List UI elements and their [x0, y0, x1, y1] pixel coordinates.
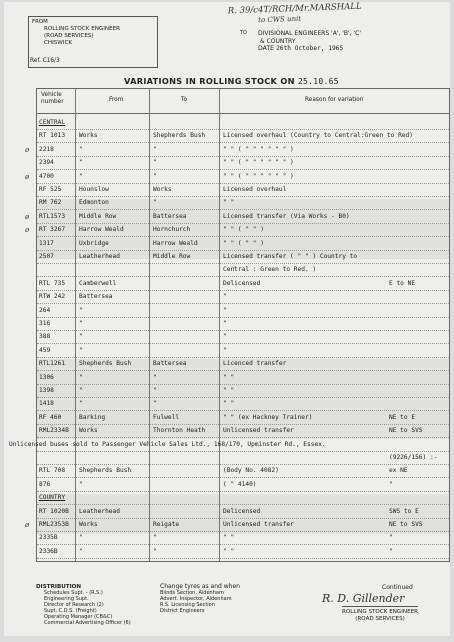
to-cell: ": [153, 387, 157, 394]
reason-code-cell: ": [389, 480, 393, 488]
reason-cell: " " ( " " " " " " ): [223, 159, 294, 167]
reason-cell: ": [223, 293, 227, 301]
vehicle-number: 2507: [39, 253, 54, 260]
from-cell: ": [79, 387, 83, 394]
reason-cell: Licenced transfer: [223, 360, 287, 368]
vehicle-number: RT 1013: [39, 132, 66, 140]
from-cell: Shepherds Bush: [79, 360, 132, 368]
vehicle-number: 388: [39, 333, 51, 341]
from-cell: Uxbridge: [79, 239, 109, 247]
from-cell: Leatherhead: [79, 507, 120, 515]
table-row: [9, 439, 449, 451]
to-cell: Battersea: [153, 360, 187, 368]
table-row: [37, 278, 449, 290]
from-cell: Leatherhead: [79, 253, 120, 260]
table-row: [25, 144, 449, 156]
table-row: [37, 385, 449, 397]
table-row: [37, 318, 449, 330]
to-cell: Fulwell: [153, 413, 180, 421]
reason-cell: " ": [223, 199, 235, 207]
reason-cell: ( " 4140): [223, 480, 257, 488]
reason-cell: Licensed transfer ( " " ) Country to: [223, 253, 358, 260]
col-from: From: [109, 97, 124, 103]
from-cell: Works: [79, 521, 98, 528]
table-row: [37, 506, 449, 518]
to-cell: Harrow Weald: [153, 239, 198, 247]
reason-cell: " " ( " " " " " " ): [223, 172, 294, 180]
handwritten-tick: ø: [25, 521, 30, 529]
reason-cell: Unlicensed transfer: [223, 521, 294, 528]
reason-code-cell: ": [389, 534, 393, 542]
table-row: [37, 291, 449, 303]
from-cell: ": [79, 480, 83, 488]
reason-code-cell: E to NE: [389, 279, 416, 287]
reason-cell: Unlicensed transfer: [223, 427, 294, 435]
table-row: [37, 532, 449, 544]
from-cell: ": [79, 534, 83, 542]
to-cell: Battersea: [153, 212, 187, 220]
handwritten-annotation: R. 39/c4T/RCH/Mr.MARSHALL to CWS unit: [227, 1, 362, 25]
variations-table: [9, 88, 450, 562]
reason-code-cell: SWS to E: [389, 507, 419, 515]
reason-code-cell: NE to E: [389, 413, 416, 421]
reason-cell: Central : Green to Red. ): [223, 266, 317, 274]
reason-code-cell: (9226/156) :-: [389, 454, 438, 461]
from-cell: ": [79, 159, 83, 167]
reason-cell: Licensed overhaul: [223, 186, 287, 193]
to-line-2: & COUNTRY: [260, 37, 296, 45]
table-row: [37, 331, 449, 343]
reason-cell: " ": [223, 400, 235, 408]
from-cell: ": [79, 547, 83, 555]
reason-code-cell: ex NE: [389, 467, 408, 475]
from-cell: Works: [79, 427, 98, 435]
reason-cell: Licensed overhaul (Country to Central:Green to Red): [223, 132, 413, 140]
from-cell: Shepherds Bush: [79, 467, 132, 475]
from-cell: ": [79, 145, 83, 153]
reason-cell: " " ( " " ): [223, 239, 264, 247]
to-label: TO: [240, 30, 247, 36]
change-note: Change tyres as and when Blinds Section, Aldenham Advert. Inspector, Aldenham R.S. Licensing Section District Engineers: [160, 583, 240, 614]
vehicle-number: 876: [39, 480, 51, 488]
table-header: [37, 89, 449, 114]
reason-cell: " ": [223, 547, 235, 555]
handwritten-tick: ø: [25, 226, 30, 235]
vehicle-number: 2335B: [39, 534, 58, 542]
table-row: [25, 224, 449, 236]
from-cell: ": [79, 346, 83, 354]
date-value: 26th October, 1965: [276, 45, 344, 52]
from-cell: Works: [79, 132, 98, 140]
to-cell: Hornchurch: [153, 226, 191, 234]
from-cell: ": [79, 320, 83, 327]
vehicle-number: 459: [39, 346, 51, 354]
vehicle-number: 4700: [39, 172, 54, 180]
to-cell: ": [153, 199, 157, 207]
from-cell: Edmonton: [79, 199, 109, 207]
to-cell: ": [153, 145, 157, 153]
to-cell: ": [153, 400, 157, 408]
date-line: DATE 26th October, 1965: [258, 45, 344, 52]
vehicle-number: RF 525: [39, 186, 62, 193]
table-row: [37, 492, 449, 504]
vehicle-number: 1317: [39, 239, 54, 247]
distribution-list: DISTRIBUTION Schedules Supt. - (R.S.) Engineering Supt. Director of Research (2) Supt. C.D.S. (Freight) Operating Manager (CB&C) Commercial Advertising Officer (6): [36, 584, 131, 626]
table-row: [37, 117, 449, 129]
vehicle-number: 2336B: [39, 547, 58, 555]
reference: Ref. C16/3: [30, 58, 60, 64]
section-heading: CENTRAL: [39, 119, 66, 126]
handwritten-tick: ø: [25, 212, 30, 221]
continued-label: Continued: [382, 584, 413, 591]
table-row: [37, 184, 449, 196]
from-cell: Barking: [79, 413, 106, 421]
handwritten-tick: ø: [25, 145, 30, 154]
vehicle-number: RML2353B: [39, 521, 69, 528]
table-row: [37, 465, 449, 477]
table-row: [37, 238, 449, 250]
from-label: FROM: [32, 19, 48, 25]
vehicle-number: 1398: [39, 387, 54, 394]
reason-cell: " " (ex Hackney Trainer): [223, 413, 313, 421]
to-cell: ": [153, 373, 157, 381]
vehicle-number: RT 1020B: [39, 507, 69, 515]
table-row: [37, 157, 449, 169]
from-cell: Hounslow: [79, 186, 109, 193]
reason-cell: ": [223, 320, 227, 327]
to-cell: ": [153, 547, 157, 555]
reason-cell: Delicensed: [223, 279, 261, 287]
vehicle-number: RTL 735: [39, 279, 66, 287]
from-cell: ": [79, 172, 83, 180]
to-cell: Middle Row: [153, 253, 191, 260]
vehicle-number: RTL1573: [39, 212, 66, 220]
from-line-1: ROLLING STOCK ENGINEER: [44, 26, 121, 32]
reason-cell: Delicensed: [223, 507, 261, 515]
vehicle-number: RT 3267: [39, 226, 66, 234]
vehicle-number: 2218: [39, 145, 54, 153]
to-block: [240, 30, 361, 53]
table-row: [25, 519, 449, 531]
table-row: [37, 452, 449, 464]
col-vehicle: Vehicle number: [41, 92, 64, 105]
table-row: [37, 546, 449, 558]
from-cell: Battersea: [79, 293, 113, 301]
page-title: VARIATIONS IN ROLLING STOCK ON 25.10.65: [124, 76, 339, 86]
vehicle-number: 316: [39, 320, 51, 327]
to-line-1: DIVISIONAL ENGINEERS 'A', 'B', 'C': [258, 30, 361, 37]
reason-code-cell: ": [389, 547, 393, 555]
table-row: [37, 372, 449, 384]
table-row: [37, 479, 449, 491]
reason-cell: " ": [223, 534, 235, 542]
to-cell: Works: [153, 186, 172, 193]
table-row: [37, 251, 449, 263]
from-line-3: CHISWICK: [44, 40, 73, 46]
from-line-2: (ROAD SERVICES): [44, 33, 94, 39]
table-row: [25, 211, 449, 223]
table-row: [25, 171, 449, 183]
to-cell: ": [153, 159, 157, 167]
note-row-text: Unlicensed buses sold to Passenger Vehicle Sales Ltd., 168/170, Upminster Rd., Essex.: [9, 440, 326, 448]
row-rule: [37, 558, 449, 559]
footer: [4, 580, 450, 636]
table-row: [37, 345, 449, 357]
table-row: [37, 264, 449, 276]
reason-cell: " ": [223, 373, 235, 381]
col-reason: Reason for variation: [305, 97, 364, 103]
reason-cell: (Body No. 4082): [223, 467, 279, 475]
to-cell: Reigate: [153, 521, 180, 528]
reason-cell: Licensed transfer (Via Works - B0): [223, 212, 350, 220]
table-row: [37, 425, 449, 437]
reason-code-cell: NE to SVS: [389, 521, 423, 528]
from-cell: Camberwell: [79, 279, 117, 287]
table-row: [37, 305, 449, 317]
vehicle-number: RF 460: [39, 413, 62, 421]
section-heading: COUNTRY: [39, 494, 66, 502]
vehicle-number: 264: [39, 306, 51, 314]
col-to: To: [181, 97, 188, 103]
to-cell: ": [153, 172, 157, 180]
signature: R. D. Gillender: [322, 592, 405, 605]
from-cell: Harrow Weald: [79, 226, 124, 234]
signature-title: ROLLING STOCK ENGINEER (ROAD SERVICES): [342, 606, 418, 623]
to-cell: Shepherds Bush: [153, 132, 206, 140]
reason-cell: " " ( " " " " " " ): [223, 145, 294, 153]
vehicle-number: RTL 708: [39, 467, 66, 475]
title-date: 25.10.65: [297, 77, 339, 86]
to-cell: Thornton Heath: [153, 427, 206, 435]
reason-cell: " " ( " " ): [223, 226, 264, 234]
table-row: [37, 398, 449, 410]
from-cell: ": [79, 333, 83, 341]
reason-cell: ": [223, 333, 227, 341]
vehicle-number: 1418: [39, 400, 54, 408]
vehicle-number: 2394: [39, 159, 54, 167]
from-cell: ": [79, 400, 83, 408]
reason-cell: ": [223, 346, 227, 354]
document-page: [4, 2, 450, 636]
vehicle-number: RTL1261: [39, 360, 66, 368]
from-cell: Middle Row: [79, 212, 117, 220]
handwritten-tick: ø: [25, 172, 30, 181]
table-row: [37, 197, 449, 209]
from-cell: ": [79, 306, 83, 314]
reason-cell: " ": [223, 387, 235, 394]
table-row: [37, 358, 449, 370]
reason-code-cell: NE to SVS: [389, 427, 423, 435]
vehicle-number: RM 762: [39, 199, 62, 207]
vehicle-number: 1306: [39, 373, 54, 381]
table-row: [37, 130, 449, 142]
from-cell: ": [79, 373, 83, 381]
to-cell: ": [153, 534, 157, 542]
vehicle-number: RML2334B: [39, 427, 69, 435]
table-row: [37, 412, 449, 424]
reason-cell: ": [223, 306, 227, 314]
vehicle-number: RTW 242: [39, 293, 66, 301]
